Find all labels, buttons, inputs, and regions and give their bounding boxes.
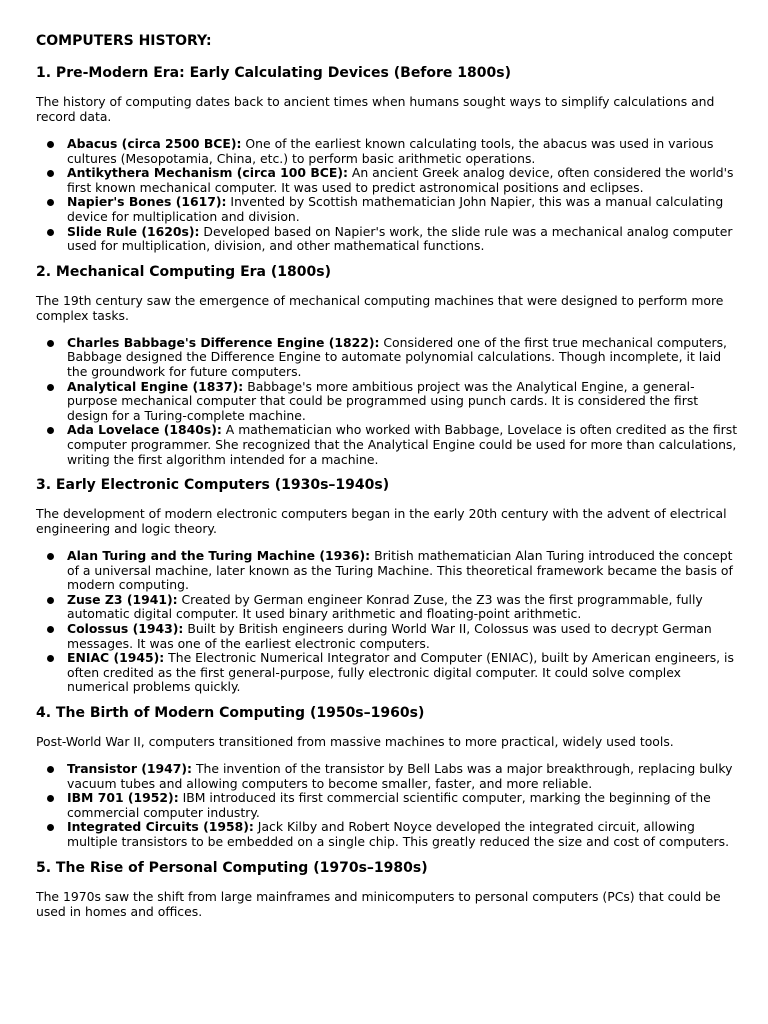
list-item	[36, 336, 738, 380]
bullet-dot-icon	[47, 553, 54, 560]
item-label: Napier's Bones (1617):	[67, 194, 227, 210]
list-item	[36, 549, 738, 593]
list-item	[36, 380, 738, 424]
item-text: Invented by Scottish mathematician John Napier, this was a manual calculating device for multiplication and division.	[67, 194, 724, 224]
list-item	[36, 791, 738, 820]
bullet-dot-icon	[47, 427, 54, 434]
list-item	[36, 137, 738, 166]
bullet-dot-icon	[47, 384, 54, 391]
list-item	[36, 820, 738, 849]
section-heading: 5. The Rise of Personal Computing (1970s–1980s)	[36, 859, 428, 876]
item-text: Developed based on Napier's work, the slide rule was a mechanical analog computer used for multiplication, division, and other mathematical functions.	[67, 223, 733, 254]
document-body	[36, 65, 738, 919]
list-item	[36, 225, 738, 254]
item-text: IBM introduced its first commercial scientific computer, marking the beginning of the commercial computer industry.	[67, 790, 711, 820]
item-label: Abacus (circa 2500 BCE):	[67, 136, 242, 151]
bullet-list	[36, 549, 738, 695]
item-label: Analytical Engine (1837):	[67, 378, 244, 394]
item-label: Integrated Circuits (1958):	[67, 819, 254, 835]
bullet-list	[36, 137, 738, 254]
item-text: British mathematician Alan Turing introduced the concept of a universal machine, later known as the Turing Machine. This theoretical framework became the basis of modern computing.	[67, 548, 733, 593]
bullet-dot-icon	[47, 795, 54, 802]
section-heading: 3. Early Electronic Computers (1930s–1940s)	[36, 477, 390, 494]
item-label: Ada Lovelace (1840s):	[67, 422, 222, 438]
bullet-dot-icon	[47, 141, 54, 148]
item-text: A mathematician who worked with Babbage, Lovelace is often credited as the first computer programmer. She recognized that the Analytical Engine could be used for more than calculations, writing the first algorithm intended for a machine.	[67, 422, 738, 467]
list-item	[36, 166, 738, 195]
item-text: The Electronic Numerical Integrator and Computer (ENIAC), built by American engineers, is often credited as the first general-purpose, fully electronic digital computer. It could solve complex numerical problems quickly.	[67, 650, 734, 695]
bullet-dot-icon	[47, 340, 54, 347]
document-title: COMPUTERS HISTORY:	[36, 33, 212, 49]
section-2	[36, 264, 738, 467]
list-item	[36, 195, 738, 224]
item-text: Babbage's more ambitious project was the Analytical Engine, a general-purpose mechanical computer that could be programmed using punch cards. It is considered the first design for a Turing-complete machine.	[67, 378, 699, 423]
bullet-dot-icon	[47, 199, 54, 206]
section-5	[36, 860, 738, 919]
item-label: ENIAC (1945):	[67, 650, 165, 666]
item-label: Alan Turing and the Turing Machine (1936):	[67, 548, 371, 564]
item-text: Built by British engineers during World War II, Colossus was used to decrypt German messages. It was one of the earliest electronic computers.	[67, 621, 712, 651]
item-text: The invention of the transistor by Bell Labs was a major breakthrough, replacing bulky vacuum tubes and allowing computers to become smaller, faster, and more reliable.	[67, 761, 733, 791]
section-4	[36, 705, 738, 850]
bullet-list	[36, 336, 738, 467]
section-intro: The 19th century saw the emergence of mechanical computing machines that were designed to perform more complex tasks.	[36, 292, 724, 323]
bullet-dot-icon	[47, 766, 54, 773]
item-label: Slide Rule (1620s):	[67, 223, 200, 239]
item-text: An ancient Greek analog device, often considered the world's first known mechanical computer. It was used to predict astronomical positions and eclipses.	[67, 165, 734, 195]
list-item	[36, 423, 738, 467]
bullet-dot-icon	[47, 655, 54, 662]
section-3	[36, 477, 738, 695]
item-text: Jack Kilby and Robert Noyce developed the integrated circuit, allowing multiple transistors to be embedded on a single chip. This greatly reduced the size and cost of computers.	[67, 819, 730, 849]
section-intro: The history of computing dates back to ancient times when humans sought ways to simplify calculations and record data.	[36, 94, 715, 124]
item-label: IBM 701 (1952):	[67, 790, 179, 806]
list-item	[36, 762, 738, 791]
bullet-dot-icon	[47, 170, 54, 177]
bullet-dot-icon	[47, 824, 54, 831]
list-item	[36, 622, 738, 651]
list-item	[36, 593, 738, 622]
section-intro: The 1970s saw the shift from large mainframes and minicomputers to personal computers (PCs) that could be used in homes and offices.	[36, 888, 721, 919]
item-label: Antikythera Mechanism (circa 100 BCE):	[67, 165, 348, 181]
section-heading: 4. The Birth of Modern Computing (1950s–1960s)	[36, 705, 425, 722]
section-1	[36, 65, 738, 254]
bullet-dot-icon	[47, 229, 54, 236]
section-intro: Post-World War II, computers transitioned from massive machines to more practical, widely used tools.	[36, 734, 674, 750]
item-label: Colossus (1943):	[67, 621, 184, 637]
item-label: Charles Babbage's Difference Engine (1822):	[67, 334, 380, 350]
section-heading: 2. Mechanical Computing Era (1800s)	[36, 263, 331, 280]
item-label: Zuse Z3 (1941):	[67, 591, 178, 607]
bullet-dot-icon	[47, 626, 54, 633]
item-text: Considered one of the first true mechanical computers, Babbage designed the Difference Engine to automate polynomial calculations. Though incomplete, it laid the groundwork for future computers.	[67, 334, 727, 379]
list-item	[36, 651, 738, 695]
bullet-list	[36, 762, 738, 850]
item-label: Transistor (1947):	[67, 761, 193, 777]
bullet-dot-icon	[47, 597, 54, 604]
item-text: Created by German engineer Konrad Zuse, the Z3 was the first programmable, fully automatic digital computer. It used binary arithmetic and floating-point arithmetic.	[67, 591, 703, 622]
section-intro: The development of modern electronic computers began in the early 20th century with the advent of electrical engineering and logic theory.	[36, 506, 727, 537]
item-text: One of the earliest known calculating tools, the abacus was used in various cultures (Mesopotamia, China, etc.) to perform basic arithmetic operations.	[67, 136, 714, 166]
section-heading: 1. Pre-Modern Era: Early Calculating Devices (Before 1800s)	[36, 65, 511, 81]
